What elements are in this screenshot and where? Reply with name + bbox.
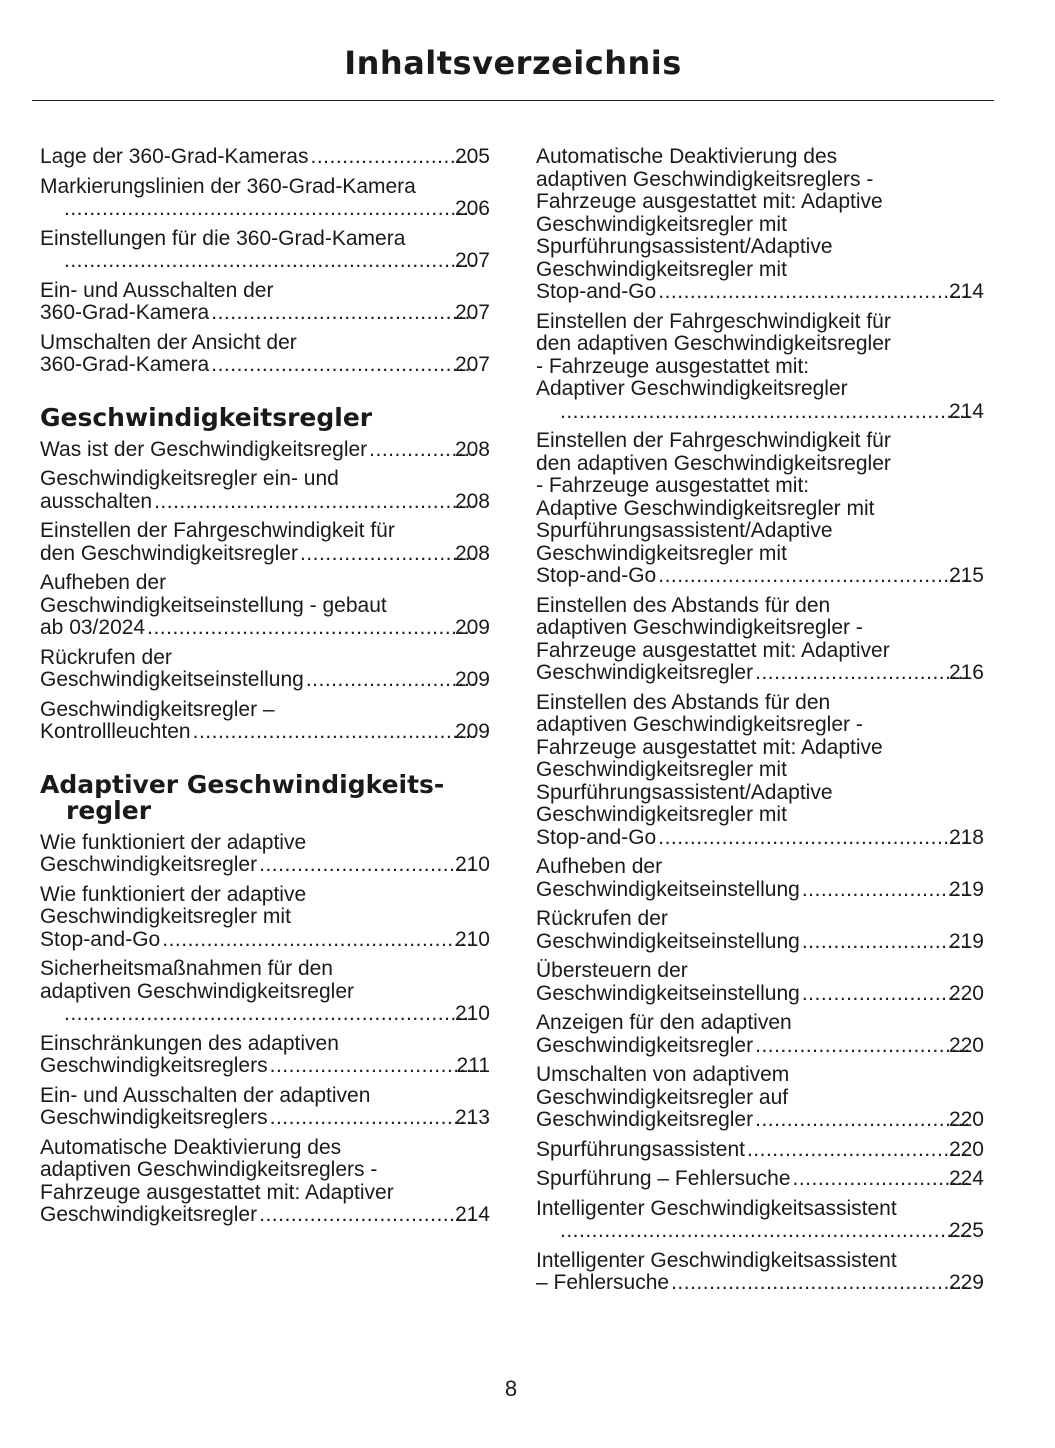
dot-leader: [211, 354, 475, 377]
toc-entry[interactable]: [40, 699, 490, 744]
toc-entry[interactable]: [40, 520, 490, 565]
toc-entry-text: Geschwindigkeitsregler ein- und: [40, 467, 339, 490]
toc-page-number: 210: [454, 927, 490, 951]
dot-leader: [560, 401, 969, 424]
toc-entry[interactable]: [536, 1168, 984, 1191]
toc-entry-leader-row: [558, 1220, 984, 1243]
toc-page-number: 208: [454, 437, 490, 461]
toc-entry-text: Geschwindigkeitsregler mit: [536, 212, 787, 236]
toc-entry-leader-row: [40, 1054, 490, 1078]
toc-entry[interactable]: [40, 647, 490, 692]
toc-group-adaptive-cruise-control-continued: [536, 146, 984, 1295]
toc-entry-leader-row: [62, 198, 490, 221]
toc-entry-text: ab 03/2024: [40, 616, 146, 639]
toc-entry-text: Wie funktioniert der adaptive: [40, 830, 307, 854]
toc-entry-text: Geschwindigkeitsregler: [40, 1203, 258, 1226]
dot-leader: [306, 669, 475, 692]
toc-entry[interactable]: [536, 856, 984, 901]
dot-leader: [658, 281, 969, 304]
toc-entry-text: adaptiven Geschwindigkeitsregler: [40, 979, 355, 1003]
toc-entry-text: Einstellungen für die 360-Grad-Kamera: [40, 226, 406, 250]
toc-entry-text: Aufheben der: [40, 571, 167, 594]
toc-entry-text: Anzeigen für den adaptiven: [536, 1011, 792, 1034]
section-heading-line: regler: [66, 795, 152, 825]
toc-entry-leader-row: [40, 1203, 490, 1227]
toc-page-number: 220: [948, 1108, 984, 1131]
toc-entry[interactable]: [536, 908, 984, 953]
toc-page-number: 216: [948, 661, 984, 684]
dot-leader: [793, 1168, 969, 1191]
dot-leader: [300, 543, 475, 566]
dot-leader: [802, 931, 969, 954]
toc-entry[interactable]: [40, 332, 490, 377]
toc-page-number: 208: [454, 489, 490, 513]
toc-entry-text: Einstellen der Fahrgeschwindigkeit für: [536, 309, 891, 333]
toc-entry-text: Geschwindigkeitsregler –: [40, 697, 275, 721]
dot-leader: [64, 1003, 475, 1026]
toc-entry[interactable]: [40, 572, 490, 640]
toc-entry-text: Aufheben der: [536, 855, 663, 878]
toc-entry-text: Markierungslinien der 360-Grad-Kamera: [40, 174, 416, 198]
toc-entry-text: Geschwindigkeitseinstellung - gebaut: [40, 593, 387, 617]
toc-entry-text: Stop-and-Go: [536, 280, 657, 303]
toc-page-number: 206: [454, 197, 490, 220]
toc-entry[interactable]: [536, 430, 984, 588]
toc-entry[interactable]: [536, 1250, 984, 1295]
dot-leader: [259, 854, 475, 877]
dot-leader: [147, 617, 475, 640]
toc-entry-text: Umschalten der Ansicht der: [40, 330, 297, 354]
toc-entry-text: Geschwindigkeitseinstellung: [40, 668, 304, 691]
toc-page-number: 229: [948, 1271, 984, 1294]
toc-entry-text: den adaptiven Geschwindigkeitsregler: [536, 451, 891, 475]
toc-entry-leader-row: [40, 616, 490, 640]
toc-page-number: 209: [454, 616, 490, 639]
dot-leader: [211, 302, 475, 325]
toc-entry-leader-row: [536, 1167, 984, 1191]
dot-leader: [755, 1109, 969, 1132]
toc-page-number: 211: [456, 1054, 490, 1077]
toc-entry[interactable]: [40, 468, 490, 513]
toc-entry-leader-row: [40, 353, 490, 377]
dot-leader: [560, 1220, 969, 1243]
toc-entry-leader-row: [536, 1271, 984, 1295]
toc-entry-text: Rückrufen der: [536, 907, 668, 930]
toc-entry-text: Einstellen des Abstands für den: [536, 690, 831, 714]
toc-entry[interactable]: [40, 228, 490, 273]
toc-entry[interactable]: [536, 1198, 984, 1243]
toc-entry-text: Geschwindigkeitsregler auf: [536, 1085, 789, 1109]
toc-page-number: 213: [454, 1106, 490, 1129]
toc-page-number: 207: [454, 353, 490, 376]
toc-entry-text: Einschränkungen des adaptiven: [40, 1031, 339, 1055]
toc-group-adaptive-cruise-control: [40, 832, 490, 1227]
toc-entry-leader-row: [40, 437, 490, 462]
dot-leader: [671, 1272, 969, 1295]
toc-entry[interactable]: [536, 1064, 984, 1132]
toc-entry-text: Ein- und Ausschalten der adaptiven: [40, 1083, 371, 1107]
toc-entry-leader-row: [536, 877, 984, 902]
toc-entry-text: Spurführungsassistent: [536, 1137, 745, 1161]
dot-leader: [259, 1204, 475, 1227]
toc-entry-text: Einstellen des Abstands für den: [536, 593, 831, 617]
toc-entry[interactable]: [40, 176, 490, 221]
dot-leader: [658, 565, 969, 588]
toc-group-cruise-control: [40, 439, 490, 744]
toc-entry[interactable]: [40, 1137, 490, 1227]
toc-right-column: [536, 146, 984, 1302]
toc-entry-text: Übersteuern der: [536, 959, 688, 982]
toc-entry-text: Geschwindigkeitsregler: [536, 1108, 754, 1131]
dot-leader: [755, 662, 969, 685]
toc-entry-text: Stop-and-Go: [536, 564, 657, 587]
dot-leader: [64, 250, 475, 273]
page-number: 8: [504, 1376, 518, 1401]
toc-entry[interactable]: [536, 146, 984, 304]
toc-entry-text: Was ist der Geschwindigkeitsregler: [40, 437, 368, 461]
toc-entry-text: Geschwindigkeitsreglers: [40, 1106, 268, 1129]
toc-page-number: 209: [454, 720, 490, 743]
toc-entry[interactable]: [40, 439, 490, 462]
toc-entry-leader-row: [40, 541, 490, 566]
toc-entry-leader-row: [40, 301, 490, 325]
toc-entry-text: ausschalten: [40, 489, 153, 513]
toc-entry-text: Geschwindigkeitsregler mit: [536, 541, 787, 565]
toc-page-number: 224: [948, 1167, 984, 1190]
toc-entry-text: Spurführungsassistent/Adaptive: [536, 235, 833, 258]
dot-leader: [270, 1055, 477, 1078]
toc-entry[interactable]: [40, 958, 490, 1026]
toc-entry[interactable]: [40, 1033, 490, 1078]
toc-entry-text: Geschwindigkeitsregler mit: [40, 905, 291, 928]
toc-entry-text: Fahrzeuge ausgestattet mit: Adaptive: [536, 735, 883, 759]
toc-page-number: 214: [948, 280, 984, 303]
toc-page-number: 218: [948, 825, 984, 849]
toc-entry-text: adaptiven Geschwindigkeitsreglers -: [40, 1158, 378, 1181]
toc-page-number: 205: [454, 145, 490, 168]
toc-entry-text: Adaptiver Geschwindigkeitsregler: [536, 377, 848, 400]
toc-entry-text: Geschwindigkeitsreglers: [40, 1054, 268, 1077]
toc-left-column: [40, 146, 490, 1234]
toc-entry-leader-row: [40, 853, 490, 877]
toc-entry-leader-row: [536, 1033, 984, 1058]
dot-leader: [270, 1107, 475, 1130]
toc-entry-text: Automatische Deaktivierung des: [40, 1135, 342, 1159]
toc-entry-text: Stop-and-Go: [40, 927, 161, 951]
toc-entry-text: Fahrzeuge ausgestattet mit: Adaptiver: [536, 638, 890, 662]
toc-entry-text: den Geschwindigkeitsregler: [40, 541, 298, 565]
toc-entry[interactable]: [536, 1139, 984, 1162]
toc-page-number: 219: [948, 877, 984, 901]
toc-entry-leader-row: [536, 929, 984, 954]
toc-page-number: 208: [454, 541, 490, 565]
toc-entry-leader-row: [40, 927, 490, 952]
toc-group-360-camera: [40, 146, 490, 377]
toc-page-number: 214: [454, 1203, 490, 1226]
toc-page-number: 220: [948, 1033, 984, 1057]
dot-leader: [154, 491, 475, 514]
toc-entry-text: Kontrollleuchten: [40, 720, 191, 743]
toc-entry-text: - Fahrzeuge ausgestattet mit:: [536, 474, 810, 497]
toc-entry-leader-row: [536, 564, 984, 588]
toc-page-number: 210: [454, 1002, 490, 1025]
toc-entry[interactable]: [536, 692, 984, 850]
toc-entry-text: - Fahrzeuge ausgestattet mit:: [536, 354, 810, 378]
toc-entry-leader-row: [62, 250, 490, 273]
toc-page-number: 214: [948, 399, 984, 423]
toc-entry-leader-row: [536, 825, 984, 850]
dot-leader: [310, 146, 474, 169]
toc-entry-text: – Fehlersuche: [536, 1271, 670, 1294]
toc-entry-text: Geschwindigkeitsregler mit: [536, 257, 787, 281]
toc-entry-text: Adaptive Geschwindigkeitsregler mit: [536, 496, 875, 520]
toc-entry-leader-row: [40, 668, 490, 692]
toc-entry-text: Spurführungsassistent/Adaptive: [536, 519, 833, 542]
toc-entry-text: Umschalten von adaptivem: [536, 1063, 790, 1086]
toc-entry-text: Sicherheitsmaßnahmen für den: [40, 957, 333, 980]
toc-entry-text: Geschwindigkeitsregler: [40, 853, 258, 876]
toc-entry-leader-row: [536, 280, 984, 304]
toc-entry-text: Ein- und Ausschalten der: [40, 278, 274, 302]
toc-entry[interactable]: [40, 146, 490, 169]
section-heading-line: Adaptiver Geschwindigkeits-: [40, 769, 445, 799]
toc-entry-text: Geschwindigkeitseinstellung: [536, 929, 800, 953]
toc-entry-text: Geschwindigkeitseinstellung: [536, 877, 800, 901]
toc-entry-text: den adaptiven Geschwindigkeitsregler: [536, 332, 891, 355]
toc-entry-text: Geschwindigkeitsregler mit: [536, 758, 787, 781]
section-heading-adaptive-cruise-control: [40, 769, 490, 825]
toc-entry-text: Geschwindigkeitsregler: [536, 1033, 754, 1057]
toc-page-number: 207: [454, 301, 490, 324]
toc-entry-text: 360-Grad-Kamera: [40, 301, 210, 324]
dot-leader: [802, 983, 969, 1006]
section-heading-cruise-control: Geschwindigkeitsregler: [40, 402, 373, 432]
page-title: Inhaltsverzeichnis: [344, 44, 682, 82]
dot-leader: [802, 879, 969, 902]
toc-entry[interactable]: [536, 1012, 984, 1057]
toc-entry-text: Einstellen der Fahrgeschwindigkeit für: [536, 429, 891, 452]
dot-leader: [755, 1035, 969, 1058]
toc-entry-leader-row: [558, 401, 984, 424]
dot-leader: [658, 827, 969, 850]
toc-entry-leader-row: [40, 720, 490, 744]
title-divider: [32, 100, 994, 101]
toc-page-number: 225: [948, 1219, 984, 1242]
toc-entry-text: Spurführung – Fehlersuche: [536, 1167, 791, 1190]
toc-entry-text: Einstellen der Fahrgeschwindigkeit für: [40, 519, 395, 542]
toc-entry-text: Intelligenter Geschwindigkeitsassistent: [536, 1196, 897, 1220]
toc-entry-text: Rückrufen der: [40, 645, 172, 669]
dot-leader: [747, 1139, 969, 1162]
toc-entry-text: Geschwindigkeitsregler mit: [536, 803, 787, 826]
toc-entry-text: Geschwindigkeitseinstellung: [536, 981, 800, 1005]
toc-entry-leader-row: [62, 1003, 490, 1026]
toc-entry-leader-row: [536, 661, 984, 685]
toc-entry-text: Stop-and-Go: [536, 825, 657, 849]
toc-entry[interactable]: [536, 311, 984, 424]
toc-entry-text: Geschwindigkeitsregler: [536, 661, 754, 684]
toc-entry[interactable]: [40, 832, 490, 877]
toc-page-number: 215: [948, 564, 984, 587]
toc-entry-text: Wie funktioniert der adaptive: [40, 882, 307, 906]
toc-page-number: 207: [454, 249, 490, 272]
toc-entry-leader-row: [536, 1137, 984, 1162]
toc-page-number: 220: [948, 1137, 984, 1161]
toc-entry-text: Automatische Deaktivierung des: [536, 145, 838, 168]
toc-page-number: 209: [454, 668, 490, 691]
dot-leader: [162, 929, 475, 952]
toc-entry-text: Fahrzeuge ausgestattet mit: Adaptiver: [40, 1180, 394, 1204]
toc-entry-leader-row: [40, 1106, 490, 1130]
dot-leader: [64, 198, 475, 221]
toc-entry[interactable]: [40, 1085, 490, 1130]
toc-entry-text: adaptiven Geschwindigkeitsregler -: [536, 616, 863, 639]
toc-entry-text: Lage der 360-Grad-Kameras: [40, 145, 309, 168]
toc-entry[interactable]: [536, 595, 984, 685]
toc-page-number: 219: [948, 929, 984, 953]
dot-leader: [193, 721, 475, 744]
toc-entry-text: Spurführungsassistent/Adaptive: [536, 780, 833, 804]
toc-entry-leader-row: [536, 981, 984, 1006]
toc-page-number: 220: [948, 981, 984, 1005]
toc-entry[interactable]: [40, 280, 490, 325]
toc-page-number: 210: [454, 853, 490, 876]
toc-entry[interactable]: [536, 960, 984, 1005]
toc-entry[interactable]: [40, 884, 490, 952]
toc-entry-text: 360-Grad-Kamera: [40, 353, 210, 376]
toc-entry-text: adaptiven Geschwindigkeitsregler -: [536, 713, 863, 736]
toc-entry-leader-row: [40, 145, 490, 169]
toc-entry-leader-row: [536, 1108, 984, 1132]
toc-entry-text: Fahrzeuge ausgestattet mit: Adaptive: [536, 190, 883, 213]
toc-entry-text: adaptiven Geschwindigkeitsreglers -: [536, 167, 874, 191]
toc-entry-text: Intelligenter Geschwindigkeitsassistent: [536, 1248, 897, 1272]
toc-entry-leader-row: [40, 489, 490, 514]
